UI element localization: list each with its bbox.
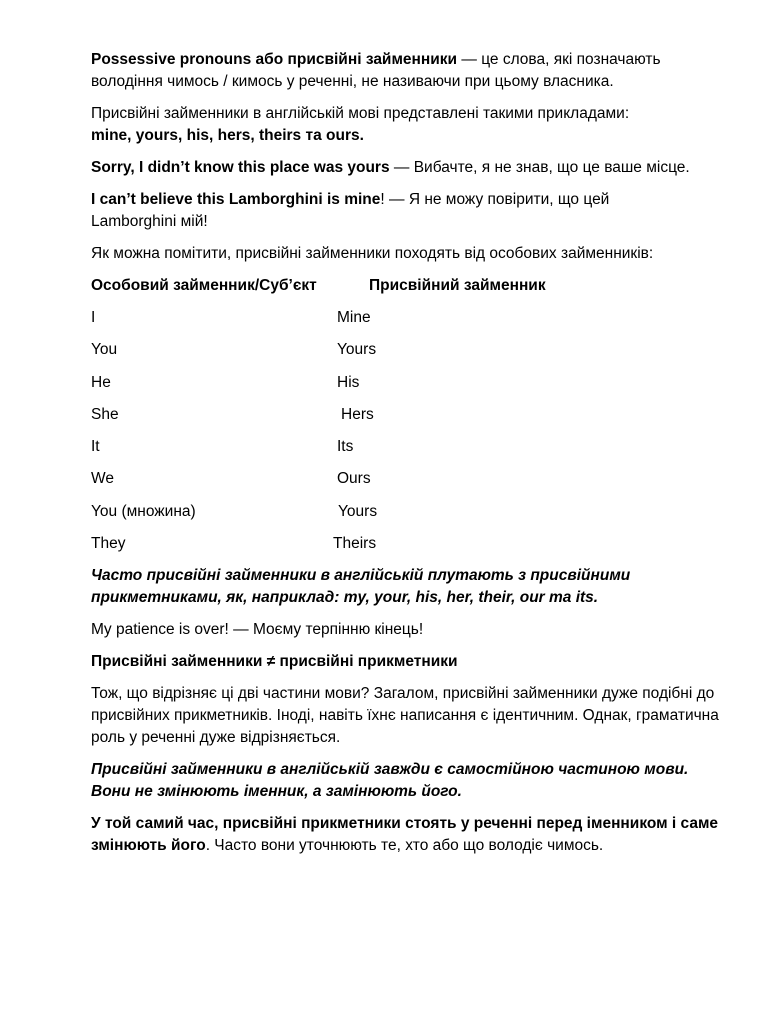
possessive-pronoun: Yours	[338, 502, 378, 520]
example-2-translation: ! — Я не можу повірити, що цей Lamborghini мій!	[91, 191, 610, 230]
intro-term: Possessive pronouns або присвійні займенники	[91, 51, 458, 68]
table-row	[91, 533, 721, 555]
subject-pronoun: He	[91, 373, 111, 391]
document-body	[91, 49, 721, 867]
example-sentence-2	[91, 189, 651, 233]
intro-paragraph	[91, 49, 721, 93]
table-row	[91, 307, 721, 329]
subject-pronoun: We	[91, 470, 114, 488]
table-row	[91, 501, 721, 523]
derivation-note: Як можна помітити, присвійні займенники походять від особових займенників:	[91, 245, 654, 262]
examples-list: mine, yours, his, hers, theirs та ours.	[91, 127, 364, 144]
possessive-pronoun: Yours	[337, 341, 377, 359]
example-1-translation: — Вибачте, я не знав, що це ваше місце.	[389, 159, 690, 176]
table-header-possessive: Присвійний займенник	[369, 277, 546, 294]
pronoun-table-header	[91, 275, 721, 297]
example-2-english: I can’t believe this Lamborghini is mine	[91, 191, 381, 208]
pronoun-rule: Присвійні займенники в англійській завжди є самостійною частиною мови. Вони не змінюють іменник, а замінюють його.	[91, 761, 689, 801]
subject-pronoun: I	[91, 309, 96, 326]
subject-pronoun: You (множина)	[91, 502, 196, 520]
intro-definition: — це слова, які позначають володіння чимось / кимось у реченні, не називаючи при цьому власника.	[91, 51, 661, 90]
possessive-pronoun: Ours	[337, 470, 371, 488]
table-row	[91, 404, 721, 426]
pronoun-table	[91, 307, 721, 555]
possessive-pronoun: Its	[337, 438, 354, 456]
subject-pronoun: She	[91, 405, 119, 423]
table-header-subject: Особовий займенник/Суб’єкт	[91, 277, 317, 294]
example-sentence-3: My patience is over! — Моєму терпінню кінець!	[91, 621, 424, 639]
possessive-pronoun: Mine	[337, 309, 371, 326]
difference-paragraph: Тож, що відрізняє ці дві частини мови? Загалом, присвійні займенники дуже подібні до присвійних прикметників. Іноді, навіть їхнє написання є ідентичним. Однак, граматична роль у реченні дуже відрізняється.	[91, 685, 719, 747]
section-heading	[91, 651, 721, 673]
table-row	[91, 436, 721, 458]
adjective-rule-paragraph	[91, 813, 721, 857]
example-sentence-1	[91, 157, 721, 179]
examples-intro-paragraph	[91, 103, 721, 147]
possessive-pronoun: Hers	[341, 405, 374, 423]
confusion-note: Часто присвійні займенники в англійській плутають з присвійними прикметниками, як, наприклад: my, your, his, her, their, our та its.	[91, 567, 631, 607]
section-heading-text: Присвійні займенники ≠ присвійні прикметники	[91, 653, 458, 671]
table-row	[91, 339, 721, 361]
table-row	[91, 468, 721, 490]
possessive-pronoun: His	[337, 373, 360, 391]
subject-pronoun: You	[91, 341, 118, 359]
adjective-rule-bold: У той самий час, присвійні прикметники стоять у реченні перед іменником і саме змінюють його	[91, 815, 719, 855]
examples-intro-text: Присвійні займенники в англійській мові представлені такими прикладами:	[91, 105, 630, 122]
subject-pronoun: They	[91, 535, 126, 553]
example-1-english: Sorry, I didn’t know this place was yours	[91, 159, 390, 176]
table-row	[91, 372, 721, 394]
possessive-pronoun: Theirs	[333, 535, 377, 553]
adjective-rule-rest: . Часто вони уточнюють те, хто або що володіє чимось.	[205, 837, 604, 855]
subject-pronoun: It	[91, 438, 100, 456]
